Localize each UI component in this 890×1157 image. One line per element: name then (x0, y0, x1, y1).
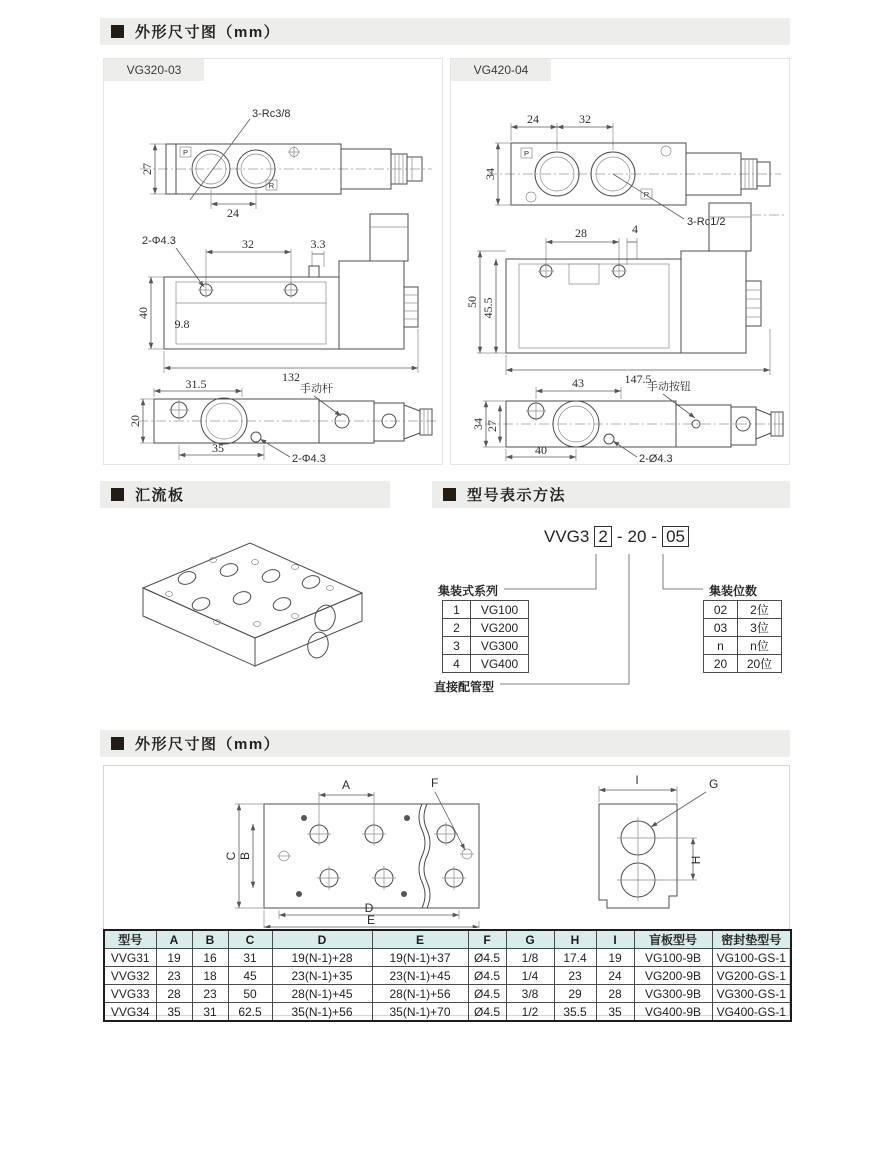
table-cell: Ø4.5 (468, 985, 506, 1003)
section-title: 型号表示方法 (467, 487, 567, 504)
table-cell: VVG31 (104, 949, 156, 967)
table-cell: 28(N-1)+56 (372, 985, 468, 1003)
table-cell: 19(N-1)+28 (272, 949, 372, 967)
dim-24: 24 (227, 206, 239, 220)
port-label-r: R (268, 181, 275, 190)
table-cell: VVG32 (104, 967, 156, 985)
table-cell: 23 (156, 967, 192, 985)
port-label-p: P (182, 148, 189, 157)
table-cell: 28(N-1)+45 (272, 985, 372, 1003)
table-row (443, 619, 529, 637)
code-box-series: 2 (594, 526, 611, 547)
table-cell: n (704, 637, 738, 655)
code-box-positions: 05 (662, 526, 689, 547)
code-prefix: VVG3 (544, 526, 590, 546)
bullet-square-icon (443, 488, 456, 501)
table-cell: 23(N-1)+45 (372, 967, 468, 985)
vg320-side-view (136, 214, 418, 384)
table-cell: VG100-GS-1 (712, 949, 791, 967)
dim-label-d: D (364, 901, 374, 915)
table-cell: 3位 (738, 619, 782, 637)
section-header-outline-dimensions-top (100, 18, 790, 45)
vg320-03-drawing (104, 81, 442, 464)
dim-27: 27 (140, 163, 154, 175)
manifold-isometric-drawing (125, 518, 390, 678)
series-label: 集装式系列 (438, 584, 499, 598)
dimension-table (103, 929, 792, 1022)
table-cell: VG300 (471, 637, 529, 655)
dim-50: 50 (465, 296, 479, 308)
plate-end-view (599, 773, 718, 908)
table-cell: 03 (704, 619, 738, 637)
table-cell: Ø4.5 (468, 1003, 506, 1022)
table-cell: VG200 (471, 619, 529, 637)
table-row (104, 967, 791, 985)
dim-label-g: G (709, 777, 719, 791)
model-code (544, 526, 689, 547)
dim-35: 35 (212, 441, 224, 455)
table-header-row (104, 930, 791, 949)
piping-label: 直接配管型 (434, 680, 495, 694)
vg320-top-view (140, 108, 432, 220)
dim-3-3: 3.3 (310, 237, 326, 251)
table-cell: VG400-9B (634, 1003, 712, 1022)
table-header-cell: E (372, 930, 468, 949)
dim-label-h: H (689, 855, 703, 865)
holes-callout-bottom: 2-Ø4.3 (639, 453, 673, 464)
table-cell: VG200-9B (634, 967, 712, 985)
table-cell: 31 (192, 1003, 228, 1022)
table-cell: 31 (228, 949, 272, 967)
dim-label-e: E (366, 913, 376, 927)
dim-32: 32 (579, 112, 591, 126)
dim-28: 28 (575, 226, 587, 240)
table-cell: 17.4 (554, 949, 596, 967)
vg320-bottom-view (128, 377, 438, 464)
table-cell: 29 (554, 985, 596, 1003)
holes-callout: 2-Φ4.3 (142, 235, 176, 247)
table-cell: 2 (443, 619, 471, 637)
table-row (104, 1003, 791, 1022)
table-cell: 1/2 (506, 1003, 554, 1022)
table-cell: 19(N-1)+37 (372, 949, 468, 967)
dim-label-f: F (431, 776, 439, 790)
dim-45-5: 45.5 (481, 297, 495, 319)
table-header-cell: A (156, 930, 192, 949)
table-cell: VG100 (471, 601, 529, 619)
table-cell: 3 (443, 637, 471, 655)
code-separator: - (651, 526, 658, 546)
table-cell: 28 (156, 985, 192, 1003)
table-row (104, 985, 791, 1003)
dim-27: 27 (485, 420, 499, 432)
code-mid: 20 (627, 526, 647, 546)
dim-43: 43 (572, 376, 584, 390)
panel-tab-label: VG420-04 (451, 59, 551, 81)
table-cell: VG400 (471, 655, 529, 673)
manifold-dimensions-box (103, 765, 790, 1019)
panel-vg420-04 (450, 58, 790, 465)
table-row (704, 601, 782, 619)
lever-callout: 手动杆 (300, 383, 333, 395)
positions-table (703, 600, 782, 673)
port-label-r: R (643, 190, 650, 199)
table-row (443, 637, 529, 655)
table-cell: 19 (596, 949, 634, 967)
dim-20: 20 (128, 415, 142, 427)
table-cell: 62.5 (228, 1003, 272, 1022)
dim-40: 40 (535, 443, 547, 457)
table-cell: 3/8 (506, 985, 554, 1003)
dim-32: 32 (242, 237, 254, 251)
table-row (443, 601, 529, 619)
table-header-cell: B (192, 930, 228, 949)
vg420-side-view (465, 203, 785, 386)
table-cell: 35.5 (554, 1003, 596, 1022)
manifold-plate-drawing (169, 766, 789, 928)
dim-label-c: C (224, 851, 238, 861)
table-cell: Ø4.5 (468, 967, 506, 985)
table-cell: VVG34 (104, 1003, 156, 1022)
table-cell: 19 (156, 949, 192, 967)
table-row (704, 655, 782, 673)
table-header-cell: 盲板型号 (634, 930, 712, 949)
section-header-outline-dimensions-bottom (100, 730, 790, 757)
table-cell: 23(N-1)+35 (272, 967, 372, 985)
table-header-cell: F (468, 930, 506, 949)
dim-9-8: 9.8 (174, 317, 190, 331)
table-cell: 16 (192, 949, 228, 967)
vg420-04-drawing (451, 81, 789, 464)
button-callout: 手动按钮 (647, 381, 691, 393)
positions-label: 集装位数 (709, 584, 758, 598)
table-cell: VG200-GS-1 (712, 967, 791, 985)
table-header-cell: H (554, 930, 596, 949)
table-cell: Ø4.5 (468, 949, 506, 967)
section-header-manifold (100, 481, 390, 508)
table-cell: 35 (156, 1003, 192, 1022)
table-cell: 1/4 (506, 967, 554, 985)
table-row (704, 619, 782, 637)
table-cell: 35(N-1)+70 (372, 1003, 468, 1022)
table-header-cell: 密封垫型号 (712, 930, 791, 949)
vg420-top-view (483, 112, 781, 228)
panel-tab-label: VG320-03 (104, 59, 204, 81)
dim-31-5: 31.5 (185, 377, 207, 391)
table-cell: 20位 (738, 655, 782, 673)
table-cell: 2位 (738, 601, 782, 619)
dim-label-i: I (635, 773, 639, 787)
dim-34: 34 (483, 168, 497, 180)
plate-plan-view (224, 776, 479, 928)
table-cell: 18 (192, 967, 228, 985)
panel-vg320-03 (103, 58, 443, 465)
table-cell: 24 (596, 967, 634, 985)
section-title: 汇流板 (135, 487, 185, 504)
vg420-bottom-view (471, 376, 785, 464)
table-cell: 50 (228, 985, 272, 1003)
section-title: 外形尺寸图（mm） (135, 736, 281, 753)
dim-label-a: A (341, 778, 351, 792)
manifold-block (143, 543, 362, 666)
bullet-square-icon (111, 25, 124, 38)
table-header-cell: D (272, 930, 372, 949)
table-cell: 02 (704, 601, 738, 619)
holes-callout-bottom: 2-Φ4.3 (292, 453, 326, 464)
series-table (442, 600, 529, 673)
table-cell: 1/8 (506, 949, 554, 967)
table-row (104, 949, 791, 967)
dim-24: 24 (527, 112, 539, 126)
table-row (704, 637, 782, 655)
table-header-cell: 型号 (104, 930, 156, 949)
section-title: 外形尺寸图（mm） (135, 24, 281, 41)
table-cell: VG100-9B (634, 949, 712, 967)
bullet-square-icon (111, 737, 124, 750)
table-cell: 20 (704, 655, 738, 673)
table-row (443, 655, 529, 673)
dim-34: 34 (471, 418, 485, 430)
table-header-cell: I (596, 930, 634, 949)
section-header-model-designation (432, 481, 790, 508)
table-cell: VG300-9B (634, 985, 712, 1003)
table-header-cell: G (506, 930, 554, 949)
thread-callout: 3-Rc3/8 (252, 108, 291, 120)
table-cell: 1 (443, 601, 471, 619)
table-cell: VG300-GS-1 (712, 985, 791, 1003)
table-cell: VVG33 (104, 985, 156, 1003)
table-cell: 4 (443, 655, 471, 673)
table-cell: 35(N-1)+56 (272, 1003, 372, 1022)
table-cell: VG400-GS-1 (712, 1003, 791, 1022)
dim-147-5: 147.5 (624, 372, 652, 386)
table-cell: n位 (738, 637, 782, 655)
table-cell: 23 (192, 985, 228, 1003)
table-header-cell: C (228, 930, 272, 949)
table-cell: 45 (228, 967, 272, 985)
table-cell: 35 (596, 1003, 634, 1022)
dim-4: 4 (632, 222, 638, 236)
port-label-p: P (523, 149, 530, 158)
code-separator: - (616, 526, 623, 546)
table-cell: 23 (554, 967, 596, 985)
bullet-square-icon (111, 488, 124, 501)
dim-40: 40 (136, 307, 150, 319)
table-cell: 28 (596, 985, 634, 1003)
model-designation-block (432, 512, 790, 718)
thread-callout: 3-Rc1/2 (687, 216, 726, 228)
dim-label-b: B (238, 851, 252, 861)
dim-132: 132 (282, 370, 300, 384)
